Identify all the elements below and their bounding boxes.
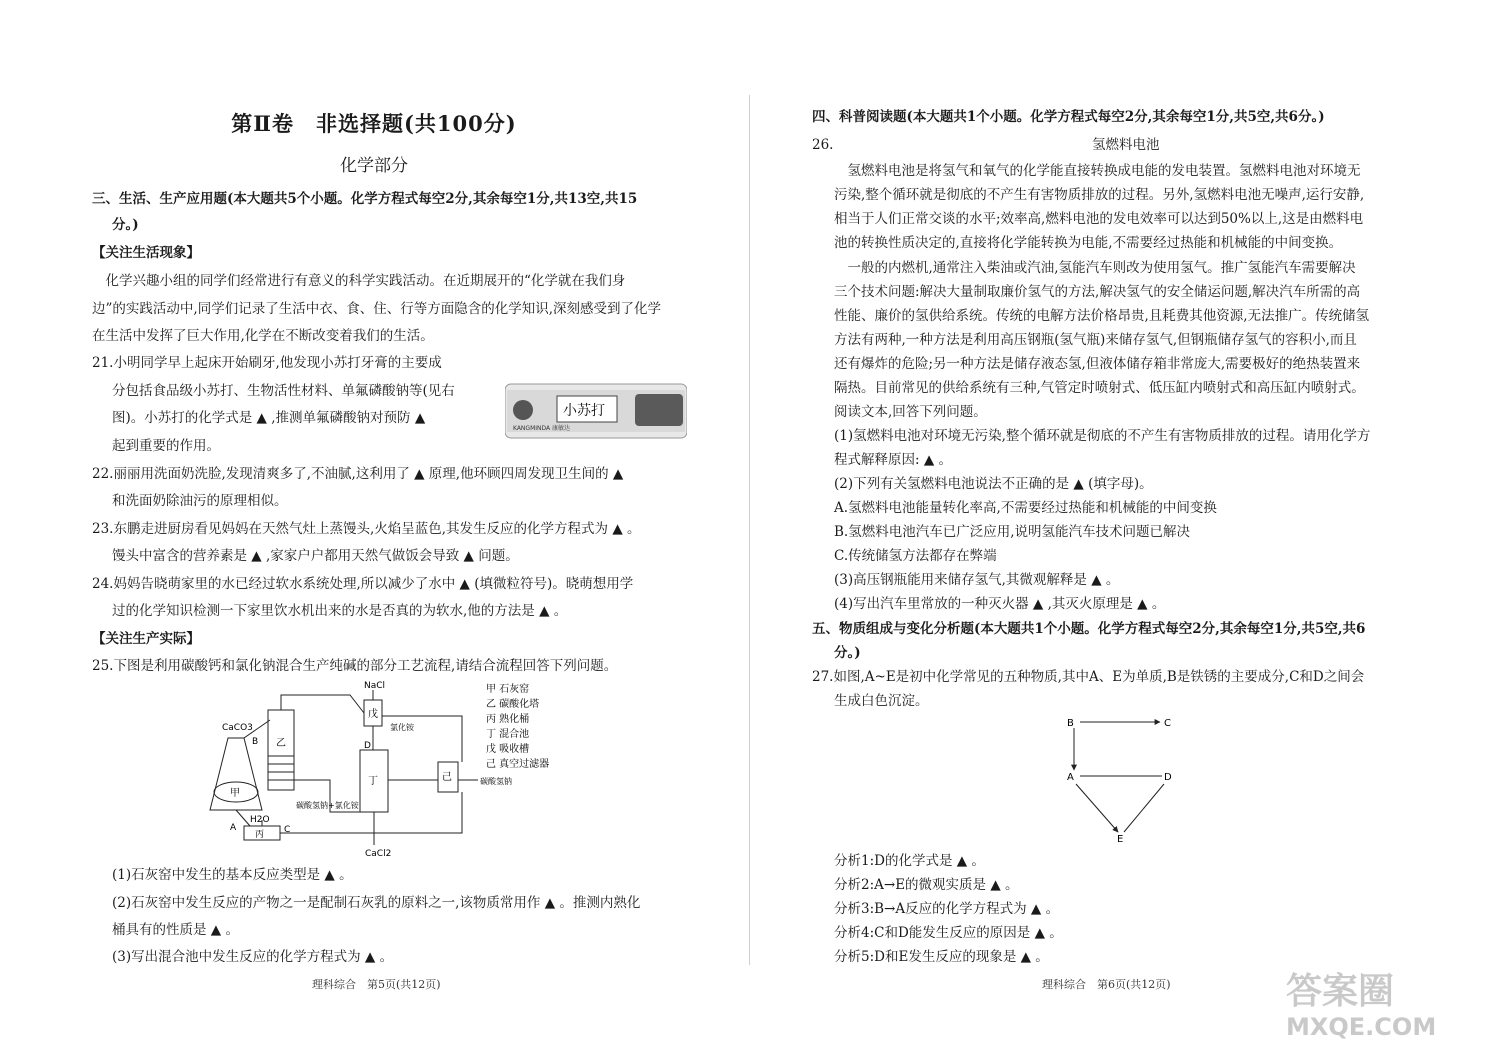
q27-stem: 27.如图,A~E是初中化学常见的五种物质,其中A、E为单质,B是铁锈的主要成分,C和D之间会 xyxy=(812,669,1365,685)
section-three-header: 三、生活、生产应用题(本大题共5个小题。化学方程式每空2分,其余每空1分,共13空,共15 xyxy=(92,191,638,207)
q21-line-3: 图)。小苏打的化学式是 ▲ ,推测单氟磷酸钠对预防 ▲ xyxy=(112,410,426,426)
article-p1-line-3: 相当于人们正常交谈的水平;效率高,燃料电池的发电效率可以达到50%以上,这是由燃料电 xyxy=(834,211,1364,227)
article-p1-line-2: 污染,整个循环就是彻底的不产生有害物质排放的过程。另外,氢燃料电池无噪声,运行安静, xyxy=(834,187,1365,203)
node-b: B xyxy=(1067,718,1074,729)
label-ji: 己 xyxy=(442,772,452,783)
legend-item: 丁 混合池 xyxy=(486,729,530,740)
watermark-text: 答案圈 xyxy=(1286,971,1395,1012)
toothpaste-product: 小苏打 xyxy=(563,403,605,419)
q24-line-2: 过的化学知识检测一下家里饮水机出来的水是否真的为软水,他的方法是 ▲ 。 xyxy=(112,603,568,619)
intro-line-3: 在生活中发挥了巨大作用,化学在不断改变着我们的生活。 xyxy=(92,328,434,344)
legend-item: 己 真空过滤器 xyxy=(486,759,550,770)
right-page xyxy=(752,0,1500,1052)
section-three-header-cont: 分。) xyxy=(112,217,139,233)
watermark-logo xyxy=(1280,959,1470,1044)
label-c: C xyxy=(284,825,291,835)
q23-line-1: 23.东鹏走进厨房看见妈妈在天然气灶上蒸馒头,火焰呈蓝色,其发生反应的化学方程式为 ▲ 。 xyxy=(92,521,641,537)
analysis-2: 分析2:A→E的微观实质是 ▲ 。 xyxy=(834,877,1019,893)
production-heading: 【关注生产实际】 xyxy=(92,631,200,647)
article-p2-line-5: 还有爆炸的危险;另一种方法是储存液态氢,但液体储存箱非常庞大,需要极好的绝热装置来 xyxy=(834,356,1361,372)
article-p1-line-4: 池的转换性质决定的,直接将化学能转换为电能,不需要经过热能和机械能的中间变换。 xyxy=(834,235,1343,251)
q21-line-1: 21.小明同学早上起床开始刷牙,他发现小苏打牙膏的主要成 xyxy=(92,355,442,371)
q27-stem-cont: 生成白色沉淀。 xyxy=(834,693,929,709)
q24-line-1: 24.妈妈告晓萌家里的水已经过软水系统处理,所以减少了水中 ▲ (填微粒符号)。晓萌想用学 xyxy=(92,576,634,592)
process-flow-diagram xyxy=(200,680,630,860)
analysis-5: 分析5:D和E发生反应的现象是 ▲ 。 xyxy=(834,949,1049,965)
q22-line-1: 22.丽丽用洗面奶洗脸,发现清爽多了,不油腻,这利用了 ▲ 原理,他环顾四周发现卫生间的 ▲ xyxy=(92,466,624,482)
label-mix: 碳酸氢钠+氯化铵 xyxy=(296,801,359,810)
article-p2-line-3: 性能、廉价的氢供给系统。传统的电解方法价格昂贵,且耗费其他资源,无法推广。传统储氢 xyxy=(834,308,1370,324)
q26-part1-cont: 程式解释原因: ▲ 。 xyxy=(834,452,953,468)
label-jia: 甲 xyxy=(230,788,240,799)
analysis-1: 分析1:D的化学式是 ▲ 。 xyxy=(834,853,985,869)
q25-stem: 25.下图是利用碳酸钙和氯化钠混合生产纯碱的部分工艺流程,请结合流程回答下列问题。 xyxy=(92,658,618,674)
article-p2-line-1: 一般的内燃机,通常注入柴油或汽油,氢能汽车则改为使用氢气。推广氢能汽车需要解决 xyxy=(834,260,1356,276)
article-p2-line-4: 方法有两种,一种方法是利用高压钢瓶(氢气瓶)来储存氢气,但钢瓶储存氢气的容积小,而且 xyxy=(834,332,1357,348)
read-instruction: 阅读文本,回答下列问题。 xyxy=(834,404,987,420)
toothpaste-image xyxy=(505,382,687,440)
analysis-4: 分析4:C和D能发生反应的原因是 ▲ 。 xyxy=(834,925,1063,941)
option-b: B.氢燃料电池汽车已广泛应用,说明氢能汽车技术问题已解决 xyxy=(834,524,1191,540)
label-d: D xyxy=(364,741,371,751)
life-heading: 【关注生活现象】 xyxy=(92,245,200,261)
q25-part2-cont: 桶具有的性质是 ▲ 。 xyxy=(112,922,239,938)
article-title: 氢燃料电池 xyxy=(1092,137,1160,153)
label-yi: 乙 xyxy=(276,738,286,749)
paper-title: 第Ⅱ卷 非选择题(共100分) xyxy=(231,111,517,136)
article-p2-line-2: 三个技术问题:解决大量制取廉价氢气的方法,解决氢气的安全储运问题,解决汽车所需的高 xyxy=(834,284,1361,300)
article-p2-line-6: 隔热。目前常见的供给系统有三种,气管定时喷射式、低压缸内喷射式和高压缸内喷射式。 xyxy=(834,380,1365,396)
q26-part4: (4)写出汽车里常放的一种灭火器 ▲ ,其灭火原理是 ▲ 。 xyxy=(834,596,1166,612)
q23-line-2: 馒头中富含的营养素是 ▲ ,家家户户都用天然气做饭会导致 ▲ 问题。 xyxy=(112,548,519,564)
intro-line-1: 化学兴趣小组的同学们经常进行有意义的科学实践活动。在近期展开的“化学就在我们身 xyxy=(92,273,626,289)
node-a: A xyxy=(1067,772,1074,783)
q21-line-4: 起到重要的作用。 xyxy=(112,438,220,454)
legend-item: 乙 碳酸化塔 xyxy=(486,699,540,710)
label-ding: 丁 xyxy=(368,776,378,787)
article-p1-line-1: 氢燃料电池是将氢气和氧气的化学能直接转换成电能的发电装置。氢燃料电池对环境无 xyxy=(834,163,1361,179)
legend-item: 甲 石灰窑 xyxy=(486,684,530,695)
node-e: E xyxy=(1117,834,1124,845)
label-bing: 丙 xyxy=(255,830,265,840)
q25-part2: (2)石灰窑中发生反应的产物之一是配制石灰乳的原料之一,该物质常用作 ▲ 。推测内熟化 xyxy=(112,895,641,911)
label-a: A xyxy=(230,823,237,833)
page-footer: 理科综合 第6页(共12页) xyxy=(1042,978,1171,991)
node-d: D xyxy=(1164,772,1172,783)
label-nacl: NaCl xyxy=(364,681,386,691)
q26-number: 26. xyxy=(812,137,834,153)
label-h2o: H2O xyxy=(250,815,270,825)
q25-part1: (1)石灰窑中发生的基本反应类型是 ▲ 。 xyxy=(112,867,353,883)
option-a: A.氢燃料电池能量转化率高,不需要经过热能和机械能的中间变换 xyxy=(834,500,1217,516)
section-five-header: 五、物质组成与变化分析题(本大题共1个小题。化学方程式每空2分,其余每空1分,共5空,共6 xyxy=(812,621,1366,637)
substance-relation-diagram xyxy=(1058,712,1188,847)
label-nh4cl: 氯化铵 xyxy=(390,723,414,732)
label-b: B xyxy=(252,737,259,747)
q21-line-2: 分包括食品级小苏打、生物活性材料、单氟磷酸钠等(见右 xyxy=(112,383,455,399)
label-caco3: CaCO3 xyxy=(222,723,253,733)
label-wu: 戊 xyxy=(368,709,378,720)
q22-line-2: 和洗面奶除油污的原理相似。 xyxy=(112,493,288,509)
section-title: 化学部分 xyxy=(340,156,408,176)
left-page xyxy=(0,0,748,1052)
toothpaste-brand: KANGMINDA 康敏达 xyxy=(513,425,571,432)
label-cacl2: CaCl2 xyxy=(365,849,392,859)
node-c: C xyxy=(1164,718,1171,729)
q26-part2: (2)下列有关氢燃料电池说法不正确的是 ▲ (填字母)。 xyxy=(834,476,1153,492)
analysis-3: 分析3:B→A反应的化学方程式为 ▲ 。 xyxy=(834,901,1060,917)
legend-item: 丙 熟化桶 xyxy=(486,714,530,725)
intro-line-2: 边”的实践活动中,同学们记录了生活中衣、食、住、行等方面隐含的化学知识,深刻感受到了化学 xyxy=(92,301,661,317)
q26-part3: (3)高压钢瓶能用来储存氢气,其微观解释是 ▲ 。 xyxy=(834,572,1120,588)
watermark-url: MXQE.COM xyxy=(1286,1013,1437,1041)
option-c: C.传统储氢方法都存在弊端 xyxy=(834,548,997,564)
legend-item: 戊 吸收槽 xyxy=(486,744,530,755)
label-nahco3: 碳酸氢钠 xyxy=(480,777,512,786)
q26-part1: (1)氢燃料电池对环境无污染,整个循环就是彻底的不产生有害物质排放的过程。请用化学方 xyxy=(834,428,1371,444)
q25-part3: (3)写出混合池中发生反应的化学方程式为 ▲ 。 xyxy=(112,949,394,965)
page-footer: 理科综合 第5页(共12页) xyxy=(312,978,441,991)
section-five-header-cont: 分。) xyxy=(834,645,861,661)
section-four-header: 四、科普阅读题(本大题共1个小题。化学方程式每空2分,其余每空1分,共5空,共6分。) xyxy=(812,109,1325,125)
page-divider xyxy=(749,95,750,965)
